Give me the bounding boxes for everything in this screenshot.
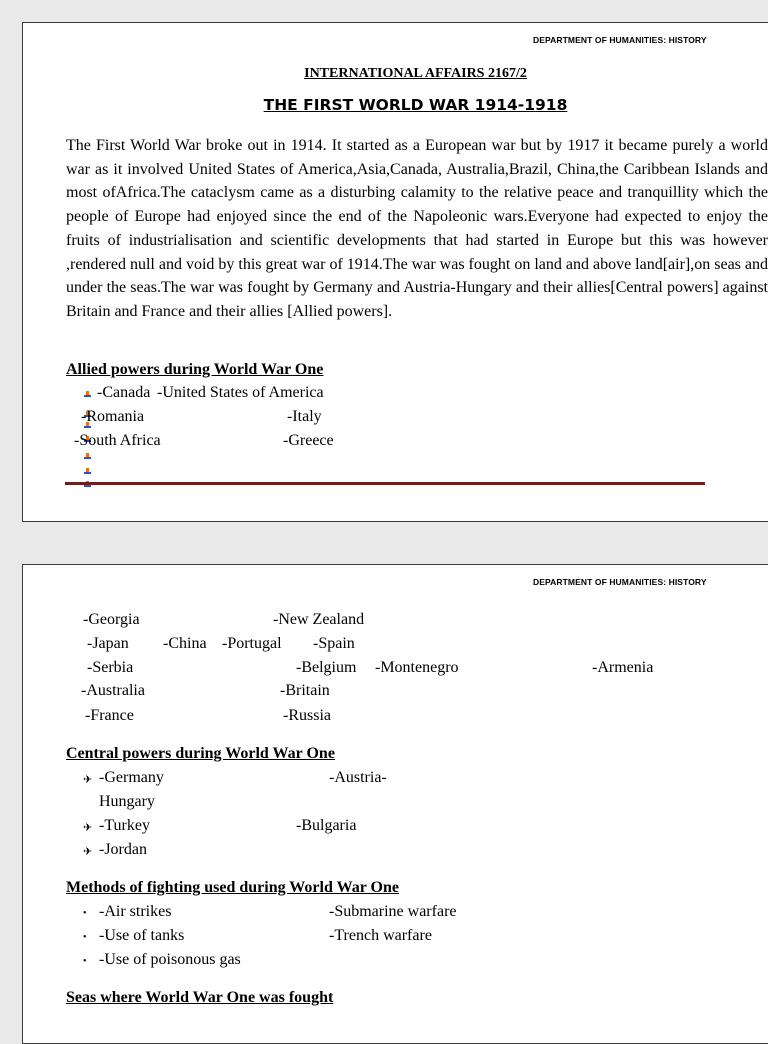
airplane-icon: ✈: [83, 774, 93, 786]
seas-heading: Seas where World War One was fought: [66, 989, 334, 1006]
intro-paragraph: The First World War broke out in 1914. It started as a European war but by 1917 it became purely a world war as it involved United States of America,Asia,Canada, Australia,Brazil, China,the Caribbean Islands and most ofAfrica.The cataclysm came as a disturbing calamity to the relative peace and tranquillity which the people of Europe had enjoyed since the end of the Napoleonic wars.Everyone had expected to enjoy the fruits of industrialisation and scientific developments that had started in Europe but this was however ,rendered null and void by this great war of 1914.The war was fought on land and above land[air],on seas and under the seas.The war was fought by Germany and Austria-Hungary and their allies[Central powers] against Britain and France and their allies [Allied powers].: [66, 137, 768, 320]
country-romania: -Romania: [81, 408, 145, 425]
country-greece: -Greece: [283, 432, 334, 449]
method-poisonous-gas: -Use of poisonous gas: [99, 951, 241, 968]
allied-powers-heading: Allied powers during World War One: [66, 361, 324, 378]
dot-bullet-icon: •: [83, 956, 87, 967]
methods-heading: Methods of fighting used during World War One: [66, 879, 399, 896]
country-montenegro: -Montenegro: [375, 659, 459, 676]
country-georgia: -Georgia: [83, 611, 140, 628]
country-jordan: -Jordan: [99, 841, 147, 858]
country-serbia: -Serbia: [87, 659, 134, 676]
country-turkey: -Turkey: [99, 817, 150, 834]
country-spain: -Spain: [313, 635, 355, 652]
airplane-icon: ✈: [83, 822, 93, 834]
country-hungary: Hungary: [99, 793, 155, 810]
method-trench-warfare: -Trench warfare: [329, 927, 432, 944]
country-france: -France: [85, 707, 134, 724]
country-japan: -Japan: [87, 635, 129, 652]
course-code: INTERNATIONAL AFFAIRS 2167/2: [304, 66, 527, 81]
cross-marker-icon: [84, 453, 91, 459]
cross-marker-icon: [84, 391, 91, 397]
country-australia: -Australia: [81, 682, 145, 699]
country-bulgaria: -Bulgaria: [296, 817, 357, 834]
country-portugal: -Portugal: [222, 635, 282, 652]
central-powers-heading: Central powers during World War One: [66, 745, 335, 762]
country-austria: -Austria-: [329, 769, 387, 786]
method-tanks: -Use of tanks: [99, 927, 185, 944]
dot-bullet-icon: •: [83, 932, 87, 943]
department-header: DEPARTMENT OF HUMANITIES: HISTORY: [533, 577, 707, 587]
method-submarine-warfare: -Submarine warfare: [329, 903, 457, 920]
dot-bullet-icon: •: [83, 908, 87, 919]
cross-marker-icon: [84, 468, 91, 474]
country-italy: -Italy: [287, 408, 322, 425]
page-title: THE FIRST WORLD WAR 1914-1918: [263, 96, 568, 114]
method-air-strikes: -Air strikes: [99, 903, 172, 920]
country-belgium: -Belgium: [296, 659, 357, 676]
document-page-2: [22, 564, 768, 1044]
country-china: -China: [163, 635, 207, 652]
department-header: DEPARTMENT OF HUMANITIES: HISTORY: [533, 35, 707, 45]
country-canada: -Canada: [97, 384, 151, 401]
airplane-icon: ✈: [83, 846, 93, 858]
country-armenia: -Armenia: [592, 659, 654, 676]
horizontal-rule: [65, 482, 705, 485]
country-new-zealand: -New Zealand: [273, 611, 365, 628]
country-usa: -United States of America: [157, 384, 324, 401]
country-britain: -Britain: [280, 682, 330, 699]
country-south-africa: -South Africa: [74, 432, 161, 449]
document-page-1: [22, 22, 768, 522]
country-russia: -Russia: [283, 707, 331, 724]
country-germany: -Germany: [99, 769, 164, 786]
